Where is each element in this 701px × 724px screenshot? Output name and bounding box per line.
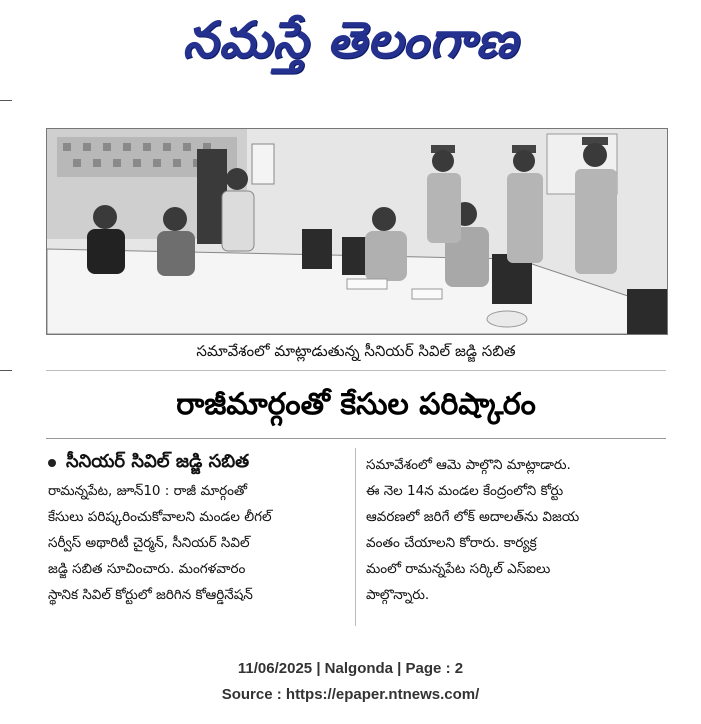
body-line: రామన్నపేట, జూన్10 : రాజీ మార్గంతో <box>48 483 248 499</box>
photo-caption: సమావేశంలో మాట్లాడుతున్న సీనియర్ సివిల్ జడ్జి సబిత <box>46 336 666 371</box>
meeting-photo-icon <box>47 129 667 334</box>
article-column-left <box>48 478 348 608</box>
body-line: కేసులు పరిష్కరించుకోవాలని మండల లీగల్ <box>48 509 272 525</box>
body-line: సమావేశంలో ఆమె పాల్గొని మాట్లాడారు. <box>366 457 571 473</box>
body-line: ఆవరణలో జరిగే లోక్ అదాలత్‌ను విజయ <box>366 509 580 525</box>
body-line: సర్వీస్ అథారిటీ చైర్మన్, సీనియర్ సివిల్ <box>48 535 250 551</box>
bullet-icon <box>48 459 56 467</box>
masthead <box>0 0 701 92</box>
body-line: జడ్జి సబిత సూచించారు. మంగళవారం <box>48 561 246 577</box>
subheading-text: సీనియర్ సివిల్ జడ్జి సబిత <box>66 450 250 472</box>
body-line: పాల్గొన్నారు. <box>366 587 430 603</box>
column-divider <box>355 448 356 626</box>
article-column-right <box>366 452 666 608</box>
edition-info: 11/06/2025 | Nalgonda | Page : 2 <box>237 660 464 677</box>
margin-rule <box>0 100 12 101</box>
body-line: మంలో రామన్నపేట సర్కిల్ ఎస్ఐలు <box>366 561 551 577</box>
body-line: స్థానిక సివిల్ కోర్టులో జరిగిన కోఆర్డినేషన్ <box>48 587 253 603</box>
article-headline: రాజీమార్గంతో కేసుల పరిష్కారం <box>46 378 666 439</box>
news-photo <box>46 128 668 335</box>
body-line: వంతం చేయాలని కోరారు. కార్యక్ర <box>366 535 537 551</box>
article-subheading <box>48 448 348 478</box>
page-footer <box>0 656 701 708</box>
body-line: ఈ నెల 14న మండల కేంద్రంలోని కోర్టు <box>366 483 564 499</box>
source-link[interactable]: Source : https://epaper.ntnews.com/ <box>221 686 480 703</box>
margin-rule <box>0 370 12 371</box>
newspaper-logo: నమస్తే తెలంగాణ <box>182 10 519 69</box>
